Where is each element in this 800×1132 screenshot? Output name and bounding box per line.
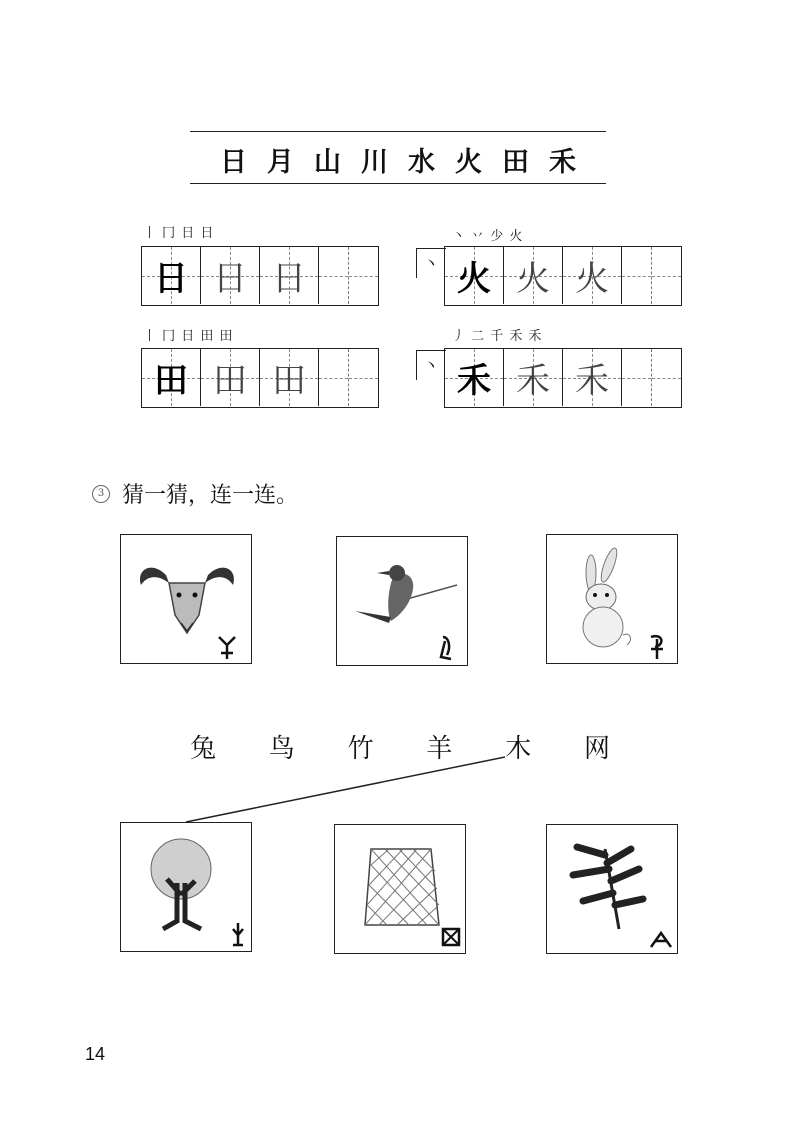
word-mu[interactable]: 木	[505, 734, 532, 764]
first-stroke-box: 丶	[416, 350, 446, 380]
word-zhu[interactable]: 竹	[347, 734, 374, 764]
first-stroke-box: 丶	[416, 248, 446, 278]
stroke-order-ri: 丨 冂 日 日	[143, 226, 215, 241]
stroke-order-tian: 丨 冂 日 田 田	[143, 329, 234, 344]
word-yang[interactable]: 羊	[426, 734, 453, 764]
title-char: 川	[361, 147, 388, 178]
page-number: 14	[85, 1044, 106, 1064]
trace-char-cell[interactable]: 火	[504, 247, 563, 304]
title-char: 月	[267, 147, 294, 178]
stroke-order-he: 丿 二 千 禾 禾	[452, 329, 543, 344]
trace-char-cell[interactable]: 日	[201, 247, 260, 304]
title-char: 山	[314, 147, 341, 178]
word-tu[interactable]: 兔	[190, 734, 217, 764]
word-wang[interactable]: 网	[583, 734, 610, 764]
trace-char-cell[interactable]: 日	[260, 247, 319, 304]
trace-char-cell[interactable]: 田	[201, 349, 260, 406]
model-char-cell: 田	[142, 349, 201, 406]
net-picture[interactable]	[334, 824, 466, 954]
model-char-cell: 禾	[445, 349, 504, 406]
trace-char-cell[interactable]: 禾	[563, 349, 622, 406]
model-char-cell: 火	[445, 247, 504, 304]
bamboo-picture[interactable]	[546, 824, 678, 954]
instruction-text: 猜一猜，连一连。	[122, 483, 299, 508]
title-char: 水	[408, 147, 435, 178]
trace-char-cell[interactable]: 火	[563, 247, 622, 304]
title-char: 田	[502, 147, 529, 178]
title-char: 禾	[549, 147, 576, 178]
trace-char-cell[interactable]: 禾	[504, 349, 563, 406]
stroke-order-huo: 丶 丷 少 火	[452, 229, 524, 244]
exercise-number-icon: 3	[92, 485, 110, 503]
model-char-cell: 日	[142, 247, 201, 304]
trace-char-cell[interactable]: 田	[260, 349, 319, 406]
title-char: 火	[455, 147, 482, 178]
tree-picture[interactable]	[120, 822, 252, 952]
word-niao[interactable]: 鸟	[268, 734, 295, 764]
title-char: 日	[220, 147, 247, 178]
